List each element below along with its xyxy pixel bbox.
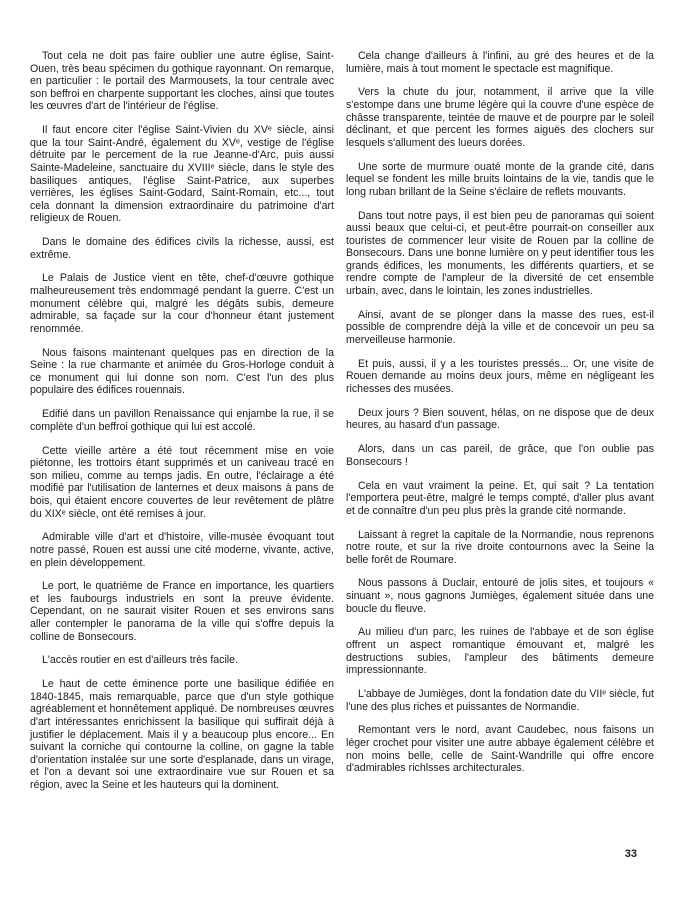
left-text-column bbox=[30, 50, 334, 803]
paragraph: Il faut encore citer l'église Saint-Vivien du XVᵉ siècle, ainsi que la tour Saint-André, également du XVᵉ, vestige de l'église détruite par le percement de la rue Jeanne-d'Arc, puis aussi Sainte-Madeleine, sanctuaire du XVIIIᵉ siècle, dans le style des basiliques antiques, l'église Saint-Patrice, aux superbes verrières, les églises Saint-Godard, Saint-Romain, etc..., tout cela donnant la dimension extraordinaire du patrimoine d'art religieux de Rouen. bbox=[30, 124, 334, 225]
paragraph: Admirable ville d'art et d'histoire, ville-musée évoquant tout notre passé, Rouen est aussi une cité moderne, vivante, active, en plein développement. bbox=[30, 531, 334, 569]
paragraph: Dans tout notre pays, il est bien peu de panoramas qui soient aussi beaux que celui-ci, et peut-être pourrait-on conseiller aux touristes de commencer leur visite de Rouen par la colline de Bonsecours. Dans une bonne lumière on y peut identifier tous les grands édifices, les monuments, les différents quartiers, et se rendre compte de l'ampleur de la diversité de cet ensemble urbain, avec, dans le lointain, les zones industrielles. bbox=[346, 209, 654, 298]
paragraph: Remontant vers le nord, avant Caudebec, nous faisons un léger crochet pour visiter une autre abbaye également célèbre et non moins belle, celle de Saint-Wandrille qui offre encore d'admirables richlsses architecturales. bbox=[346, 724, 654, 775]
paragraph: Alors, dans un cas pareil, de grâce, que l'on oublie pas Bonsecours ! bbox=[346, 443, 654, 468]
paragraph: L'abbaye de Jumièges, dont la fondation date du VIIᵉ siècle, fut l'une des plus riches et puissantes de Normandie. bbox=[346, 688, 654, 713]
paragraph: Cela en vaut vraiment la peine. Et, qui sait ? La tentation l'emportera peut-être, malgré le temps compté, d'aller plus avant et de connaître d'un peu plus près la grande cité normande. bbox=[346, 479, 654, 517]
paragraph: Edifié dans un pavillon Renaissance qui enjambe la rue, il se complète d'un beffroi gothique qui lui est accolé. bbox=[30, 408, 334, 433]
paragraph: Au milieu d'un parc, les ruines de l'abbaye et de son église offrent un aspect romantique émouvant et, malgré les destructions subies, l'ampleur des bâtiments demeure impressionnante. bbox=[346, 626, 654, 677]
paragraph: Le haut de cette éminence porte une basilique édifiée en 1840-1845, mais remarquable, parce que d'un style gothique agréablement et honnêtement appliqué. De nombreuses œuvres d'art intéressantes enrichissent la basilique qui suffirait déjà à justifier le déplacement. Mais il y a beaucoup plus encore... En suivant la corniche qui contourne la colline, on gagne la table d'orientation instalée sur une sorte d'esplanade, dans un virage, et l'on a devant soi une extraordinaire vue sur Rouen et sa région, avec la Seine et les hauteurs qui la dominent. bbox=[30, 678, 334, 791]
paragraph: Deux jours ? Bien souvent, hélas, on ne dispose que de deux heures, au hasard d'un passage. bbox=[346, 406, 654, 432]
right-text-column bbox=[346, 50, 654, 786]
paragraph: Une sorte de murmure ouaté monte de la grande cité, dans lequel se fondent les mille bruits lointains de la vie, tandis que le long ruban brillant de la Seine s'éclaire de reflets mouvants. bbox=[346, 160, 654, 198]
paragraph: Nous passons à Duclair, entouré de jolis sites, et toujours « sinuant », nous gagnons Jumièges, également située dans une boucle du fleuve. bbox=[346, 577, 654, 615]
paragraph: Cette vieille artère a été tout récemment mise en voie piétonne, les trottoirs étant supprimés et un caniveau tracé en son milieu, comme au temps jadis. En outre, l'éclairage a été modifié par l'utilisation de lanternes et deux maisons à pans de bois, qui étaient encore couvertes de leur revêtement de plâtre du XIXᵉ siècle, ont été remises à jour. bbox=[30, 444, 334, 520]
paragraph: Tout cela ne doit pas faire oublier une autre église, Saint-Ouen, très beau spécimen du gothique rayonnant. On remarque, en particulier : le portail des Marmousets, la tour centrale avec son beffroi en charpente supportant les cloches, ainsi que toutes les œuvres d'art de l'intérieur de l'église. bbox=[30, 50, 334, 113]
paragraph: Le port, le quatrième de France en importance, les quartiers et les faubourgs industriels en sont la preuve évidente. Cependant, on ne saurait visiter Rouen et ses environs sans aller contempler le panorama de la ville qui s'offre depuis la colline de Bonsecours. bbox=[30, 580, 334, 643]
paragraph: Ainsi, avant de se plonger dans la masse des rues, est-il possible de comprendre déjà la ville et de concevoir un peu sa merveilleuse harmonie. bbox=[346, 308, 654, 347]
page-number: 33 bbox=[624, 848, 637, 860]
paragraph: Cela change d'ailleurs à l'infini, au gré des heures et de la lumière, mais à tout moment le spectacle est magnifique. bbox=[346, 50, 654, 75]
paragraph: Et puis, aussi, il y a les touristes pressés... Or, une visite de Rouen demande au moins deux jours, même en négligeant les richesses des musées. bbox=[346, 357, 654, 395]
paragraph: Laissant à regret la capitale de la Normandie, nous reprenons notre route, et sur la rive droite contournons avec la Seine la belle forêt de Roumare. bbox=[346, 528, 654, 566]
paragraph: Dans le domaine des édifices civils la richesse, aussi, est extrême. bbox=[30, 236, 334, 261]
paragraph: L'accès routier en est d'ailleurs très facile. bbox=[42, 654, 238, 667]
paragraph: Vers la chute du jour, notamment, il arrive que la ville s'estompe dans une brume légère qui la couvre d'une espèce de châsse transparente, teintée de mauve et de pourpre par le soleil déclinant, et que percent les formes aiguës des clochers sur lesquels s'allument des lueurs dorées. bbox=[346, 86, 654, 149]
paragraph: Le Palais de Justice vient en tête, chef-d'œuvre gothique malheureusement très endommagé pendant la guerre. C'est un monument célèbre qui, malgré les dégâts subis, demeure admirable, sa façade sur la cour d'honneur étant justement renommée. bbox=[30, 272, 334, 335]
paragraph: Nous faisons maintenant quelques pas en direction de la Seine : la rue charmante et animée du Gros-Horloge conduit à ce monument qui lui donne son nom. C'est l'un des plus populaire des édifices rouennais. bbox=[30, 346, 334, 397]
